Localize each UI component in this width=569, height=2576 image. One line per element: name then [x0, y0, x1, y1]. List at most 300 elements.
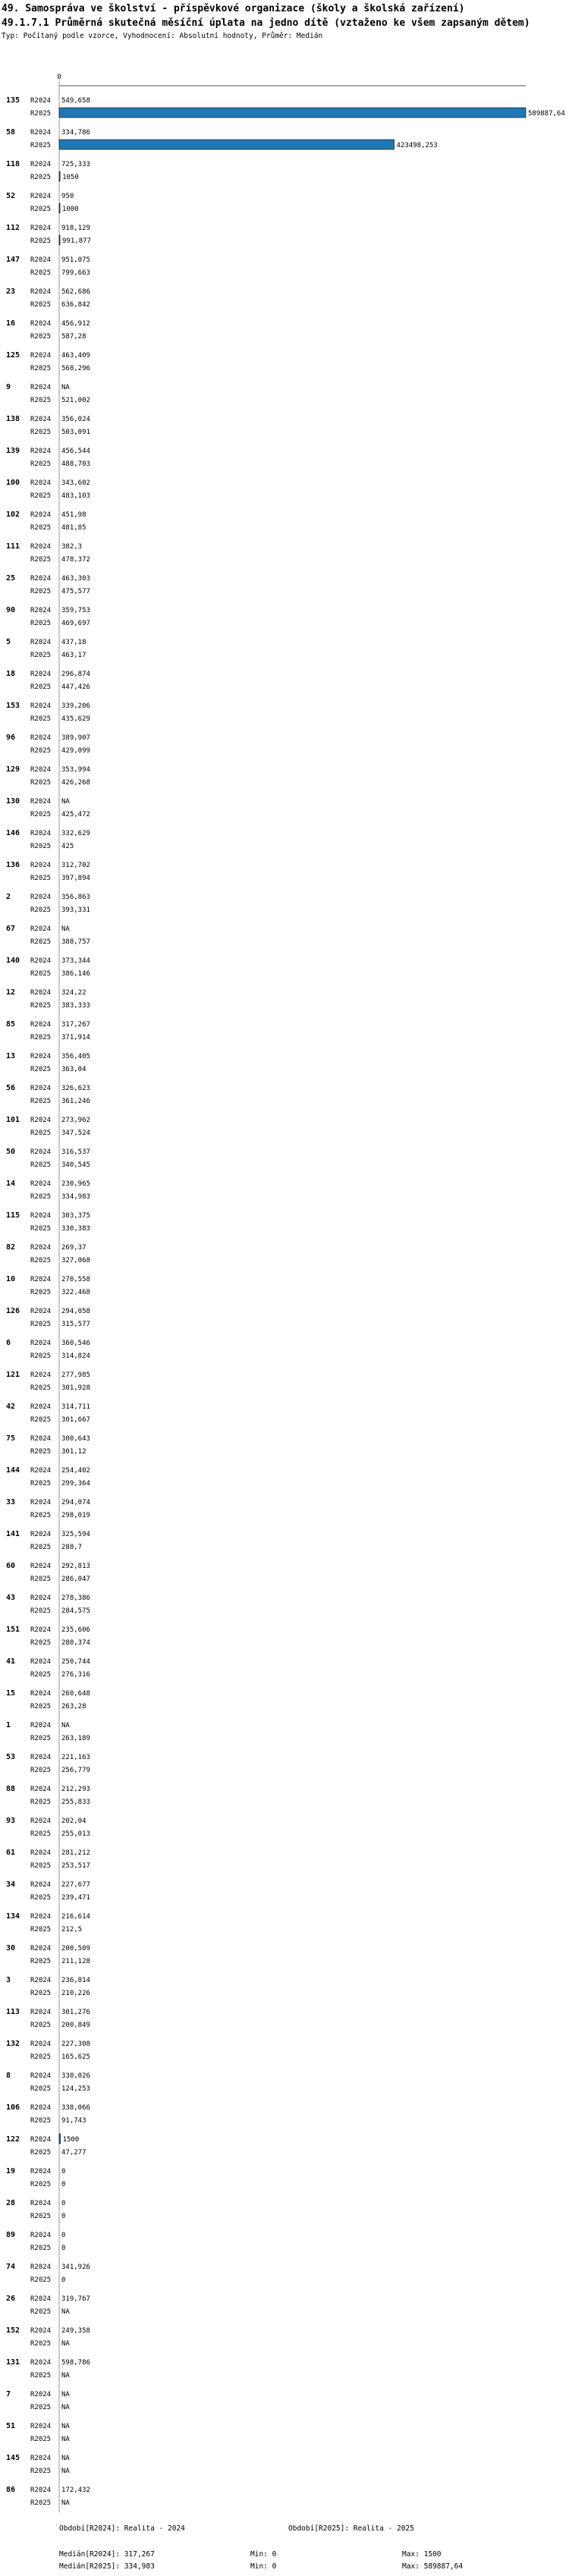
- value-label: 725,333: [61, 161, 90, 168]
- series-label: R2025: [30, 1448, 52, 1456]
- group-label: 9: [6, 383, 11, 391]
- series-label: R2024: [30, 1244, 52, 1252]
- value-label: 273,962: [61, 1117, 90, 1124]
- series-label: R2025: [30, 1958, 52, 1965]
- value-label: 918,129: [61, 225, 90, 232]
- group-label: 33: [6, 1498, 16, 1506]
- value-label: 456,912: [61, 320, 90, 328]
- series-label: R2025: [30, 1321, 52, 1328]
- value-label: 301,667: [61, 1416, 90, 1424]
- series-label: R2025: [30, 1129, 52, 1137]
- series-label: R2024: [30, 2423, 52, 2430]
- series-label: R2025: [30, 1161, 52, 1169]
- series-label: R2024: [30, 2486, 52, 2494]
- value-label: 316,537: [61, 1148, 90, 1156]
- value-label: 386,146: [61, 970, 90, 978]
- value-label: 429,099: [61, 747, 90, 755]
- series-label: R2025: [30, 747, 52, 755]
- value-label: 334,786: [61, 129, 90, 137]
- value-label: 270,558: [61, 1276, 90, 1283]
- value-label: 389,907: [61, 734, 90, 742]
- series-label: R2025: [30, 269, 52, 277]
- series-label: R2025: [30, 2340, 52, 2348]
- value-label: 360,546: [61, 1340, 90, 1347]
- group-label: 2: [6, 893, 11, 901]
- group-label: 132: [6, 2040, 20, 2048]
- series-label: R2024: [30, 1085, 52, 1092]
- group-label: 41: [6, 1657, 16, 1666]
- value-label: 286,047: [61, 1575, 90, 1583]
- bar: [59, 203, 60, 213]
- series-label: R2025: [30, 1416, 52, 1424]
- value-label: 317,267: [61, 1021, 90, 1029]
- value-label: 300,643: [61, 1435, 90, 1443]
- series-label: R2024: [30, 2104, 52, 2112]
- series-label: R2025: [30, 1767, 52, 1774]
- value-label: 469,697: [61, 620, 90, 627]
- group-label: 26: [6, 2295, 16, 2303]
- series-label: R2024: [30, 1467, 52, 1475]
- group-label: 34: [6, 1880, 16, 1889]
- value-label: 423498,253: [396, 142, 438, 149]
- value-label: 324,22: [61, 989, 86, 997]
- series-label: R2025: [30, 938, 52, 946]
- series-label: R2024: [30, 894, 52, 901]
- series-label: R2024: [30, 1371, 52, 1379]
- group-label: 13: [6, 1052, 16, 1060]
- group-label: 147: [6, 256, 20, 264]
- value-label: 288,7: [61, 1544, 83, 1551]
- series-label: R2025: [30, 1990, 52, 1997]
- series-label: R2024: [30, 352, 52, 360]
- value-label: 236,814: [61, 1977, 90, 1984]
- value-label: 280,374: [61, 1639, 90, 1647]
- value-label: 330,383: [61, 1225, 90, 1233]
- group-label: 10: [6, 1275, 16, 1283]
- series-label: R2025: [30, 1926, 52, 1934]
- group-label: 25: [6, 574, 16, 583]
- bar: [59, 171, 60, 181]
- series-label: R2025: [30, 397, 52, 404]
- group-label: 7: [6, 2390, 11, 2399]
- value-label: 475,577: [61, 588, 90, 595]
- value-label: NA: [61, 2499, 70, 2507]
- value-label: 281,212: [61, 1849, 90, 1857]
- group-label: 118: [6, 160, 20, 168]
- group-label: 152: [6, 2326, 20, 2335]
- series-label: R2025: [30, 906, 52, 914]
- series-label: R2025: [30, 1703, 52, 1711]
- value-label: 456,544: [61, 448, 90, 455]
- group-label: 61: [6, 1849, 16, 1857]
- value-label: 314,824: [61, 1352, 90, 1360]
- group-label: 52: [6, 192, 16, 200]
- value-label: 359,753: [61, 607, 90, 614]
- value-label: 568,296: [61, 365, 90, 372]
- value-label: 292,813: [61, 1563, 90, 1570]
- value-label: NA: [61, 2340, 70, 2348]
- series-label: R2024: [30, 2040, 52, 2048]
- value-label: 951,075: [61, 256, 90, 264]
- value-label: 463,409: [61, 352, 90, 360]
- value-label: 1050: [62, 174, 79, 181]
- series-label: R2025: [30, 843, 52, 850]
- series-label: R2025: [30, 1257, 52, 1264]
- series-label: R2024: [30, 479, 52, 487]
- value-label: 341,926: [61, 2263, 90, 2271]
- value-label: 256,779: [61, 1767, 90, 1774]
- series-label: R2025: [30, 2468, 52, 2475]
- value-label: 263,28: [61, 1703, 86, 1711]
- group-label: 130: [6, 797, 20, 806]
- series-label: R2024: [30, 1754, 52, 1761]
- series-label: R2024: [30, 830, 52, 837]
- group-label: 129: [6, 765, 20, 774]
- bar: [59, 2134, 61, 2144]
- value-label: 373,344: [61, 957, 90, 965]
- group-label: 96: [6, 734, 16, 742]
- group-label: 74: [6, 2263, 16, 2271]
- series-label: R2024: [30, 1563, 52, 1570]
- value-label: 253,517: [61, 1862, 90, 1870]
- group-label: 139: [6, 447, 20, 455]
- value-label: 210,226: [61, 1990, 90, 1997]
- group-label: 85: [6, 1020, 16, 1029]
- group-label: 125: [6, 351, 20, 360]
- series-label: R2024: [30, 2168, 52, 2175]
- value-label: 0: [61, 2245, 66, 2252]
- group-label: 102: [6, 510, 20, 519]
- series-label: R2025: [30, 2308, 52, 2316]
- series-label: R2025: [30, 1002, 52, 1010]
- series-label: R2025: [30, 811, 52, 818]
- value-label: 284,575: [61, 1607, 90, 1615]
- min-r2024: Min: 0: [250, 2550, 277, 2559]
- value-label: 481,85: [61, 524, 86, 532]
- group-label: 101: [6, 1116, 20, 1124]
- series-label: R2025: [30, 2085, 52, 2093]
- series-label: R2024: [30, 639, 52, 646]
- value-label: 221,163: [61, 1754, 90, 1761]
- value-label: NA: [61, 2391, 70, 2399]
- value-label: 332,629: [61, 830, 90, 837]
- group-label: 28: [6, 2199, 16, 2207]
- group-label: 115: [6, 1211, 20, 1220]
- series-label: R2024: [30, 448, 52, 455]
- series-label: R2024: [30, 2327, 52, 2335]
- value-label: 227,677: [61, 1881, 90, 1889]
- series-label: R2024: [30, 1786, 52, 1793]
- series-label: R2024: [30, 129, 52, 137]
- value-label: 356,405: [61, 1053, 90, 1060]
- value-label: 255,833: [61, 1798, 90, 1806]
- value-label: 330,026: [61, 2072, 90, 2080]
- series-label: R2025: [30, 1098, 52, 1105]
- series-label: R2025: [30, 875, 52, 882]
- series-label: R2024: [30, 2136, 52, 2144]
- value-label: 340,545: [61, 1161, 90, 1169]
- value-label: 294,074: [61, 1499, 90, 1506]
- axis-tick-label: 0: [57, 74, 61, 81]
- group-label: 140: [6, 957, 20, 965]
- value-label: 325,594: [61, 1531, 90, 1538]
- group-label: 100: [6, 479, 20, 487]
- chart-title-line-2: 49.1.7.1 Průměrná skutečná měsíční úplata na jedno dítě (vztaženo ke všem zapsaným dětem): [2, 17, 530, 29]
- series-label: R2024: [30, 2391, 52, 2399]
- value-label: NA: [61, 384, 70, 391]
- value-label: 356,863: [61, 894, 90, 901]
- group-label: 134: [6, 1912, 20, 1921]
- series-label: R2024: [30, 989, 52, 997]
- value-label: 91,743: [61, 2117, 86, 2125]
- value-label: NA: [61, 1722, 70, 1729]
- value-label: 172,432: [61, 2486, 90, 2494]
- group-label: 23: [6, 287, 16, 296]
- median-r2025: Medián[R2025]: 334,983: [59, 2562, 155, 2571]
- series-label: R2025: [30, 2499, 52, 2507]
- value-label: 278,386: [61, 1594, 90, 1602]
- series-label: R2025: [30, 715, 52, 723]
- group-label: 15: [6, 1689, 16, 1698]
- group-label: 58: [6, 128, 16, 137]
- series-label: R2024: [30, 1817, 52, 1825]
- value-label: 562,686: [61, 288, 90, 296]
- value-label: 0: [61, 2181, 66, 2188]
- group-label: 1: [6, 1721, 11, 1729]
- series-label: R2024: [30, 2009, 52, 2016]
- series-label: R2025: [30, 1480, 52, 1487]
- group-label: 93: [6, 1817, 16, 1825]
- group-label: 90: [6, 606, 16, 614]
- series-label: R2025: [30, 970, 52, 978]
- group-label: 135: [6, 96, 20, 105]
- series-label: R2025: [30, 2149, 52, 2157]
- series-label: R2025: [30, 2213, 52, 2220]
- value-label: 303,375: [61, 1212, 90, 1220]
- value-label: 239,471: [61, 1894, 90, 1902]
- series-label: R2024: [30, 1276, 52, 1283]
- value-label: 343,602: [61, 479, 90, 487]
- value-label: 230,965: [61, 1180, 90, 1188]
- value-label: 0: [61, 2168, 66, 2175]
- series-label: R2024: [30, 225, 52, 232]
- value-label: NA: [61, 2468, 70, 2475]
- series-label: R2025: [30, 1894, 52, 1902]
- series-label: R2024: [30, 416, 52, 423]
- group-label: 43: [6, 1594, 16, 1602]
- value-label: 235,606: [61, 1626, 90, 1634]
- series-label: R2024: [30, 2359, 52, 2367]
- value-label: 200,849: [61, 2022, 90, 2029]
- value-label: 463,303: [61, 575, 90, 583]
- group-label: 51: [6, 2422, 16, 2430]
- value-label: 255,013: [61, 1830, 90, 1838]
- value-label: 249,358: [61, 2327, 90, 2335]
- value-label: 322,468: [61, 1289, 90, 1296]
- series-label: R2024: [30, 1180, 52, 1188]
- series-label: R2024: [30, 862, 52, 869]
- value-label: NA: [61, 798, 70, 806]
- value-label: 388,757: [61, 938, 90, 946]
- series-label: R2025: [30, 1066, 52, 1073]
- group-label: 30: [6, 1944, 16, 1952]
- value-label: NA: [61, 2308, 70, 2316]
- value-label: 991,877: [62, 237, 91, 245]
- value-label: 227,308: [61, 2040, 90, 2048]
- group-label: 112: [6, 224, 20, 232]
- group-label: 86: [6, 2486, 16, 2494]
- value-label: 361,246: [61, 1098, 90, 1105]
- value-label: 165,625: [61, 2053, 90, 2061]
- group-label: 60: [6, 1562, 16, 1570]
- series-label: R2024: [30, 734, 52, 742]
- series-label: R2024: [30, 1308, 52, 1315]
- series-label: R2025: [30, 1862, 52, 1870]
- value-label: 212,293: [61, 1786, 90, 1793]
- value-label: 437,18: [61, 639, 86, 646]
- series-label: R2025: [30, 2022, 52, 2029]
- value-label: 451,98: [61, 511, 86, 519]
- series-label: R2025: [30, 1289, 52, 1296]
- series-label: R2025: [30, 620, 52, 627]
- value-label: 338,066: [61, 2104, 90, 2112]
- series-label: R2024: [30, 2072, 52, 2080]
- value-label: NA: [61, 2423, 70, 2430]
- series-label: R2025: [30, 1193, 52, 1201]
- value-label: 347,524: [61, 1129, 90, 1137]
- value-label: 587,28: [61, 333, 86, 341]
- series-label: R2025: [30, 2404, 52, 2411]
- value-label: 200,509: [61, 1945, 90, 1952]
- series-label: R2024: [30, 766, 52, 774]
- series-label: R2025: [30, 652, 52, 659]
- series-label: R2024: [30, 2295, 52, 2303]
- value-label: 353,994: [61, 766, 90, 774]
- series-label: R2025: [30, 2053, 52, 2061]
- value-label: 334,983: [61, 1193, 90, 1201]
- value-label: 327,068: [61, 1257, 90, 1264]
- series-label: R2024: [30, 2455, 52, 2462]
- value-label: 463,17: [61, 652, 86, 659]
- group-label: 126: [6, 1307, 20, 1315]
- series-label: R2025: [30, 1607, 52, 1615]
- value-label: 549,658: [61, 97, 90, 105]
- value-label: 521,002: [61, 397, 90, 404]
- series-label: R2024: [30, 1021, 52, 1029]
- series-label: R2024: [30, 607, 52, 614]
- series-label: R2025: [30, 492, 52, 500]
- series-label: R2025: [30, 1034, 52, 1041]
- series-label: R2025: [30, 174, 52, 181]
- value-label: 211,128: [61, 1958, 90, 1965]
- value-label: 301,276: [61, 2009, 90, 2016]
- series-label: R2024: [30, 1053, 52, 1060]
- value-label: 0: [61, 2200, 66, 2207]
- series-label: R2024: [30, 1881, 52, 1889]
- value-label: 356,024: [61, 416, 90, 423]
- value-label: 363,04: [61, 1066, 86, 1073]
- series-label: R2025: [30, 142, 52, 149]
- series-label: R2025: [30, 237, 52, 245]
- series-label: R2024: [30, 320, 52, 328]
- series-label: R2025: [30, 1671, 52, 1679]
- series-label: R2024: [30, 2200, 52, 2207]
- value-label: 0: [61, 2276, 66, 2284]
- value-label: 589887,64: [528, 110, 565, 118]
- series-label: R2024: [30, 256, 52, 264]
- series-label: R2025: [30, 1830, 52, 1838]
- series-label: R2024: [30, 1117, 52, 1124]
- value-label: 315,577: [61, 1321, 90, 1328]
- group-label: 146: [6, 829, 20, 837]
- value-label: 326,623: [61, 1085, 90, 1092]
- value-label: 312,702: [61, 862, 90, 869]
- value-label: NA: [61, 2372, 70, 2380]
- series-label: R2025: [30, 2372, 52, 2380]
- group-label: 8: [6, 2072, 11, 2080]
- group-label: 82: [6, 1243, 16, 1252]
- value-label: 124,253: [61, 2085, 90, 2093]
- group-label: 151: [6, 1626, 20, 1634]
- value-label: 0: [61, 2213, 66, 2220]
- value-label: NA: [61, 2436, 70, 2443]
- value-label: 435,629: [61, 715, 90, 723]
- chart-subtitle: Typ: Počítaný podle vzorce, Vyhodnocení: Absolutní hodnoty, Průměr: Medián: [2, 32, 323, 40]
- value-label: 202,04: [61, 1817, 86, 1825]
- series-label: R2025: [30, 110, 52, 118]
- legend-period-r2024: Období[R2024]: Realita - 2024: [59, 2524, 185, 2533]
- series-label: R2024: [30, 1913, 52, 1921]
- group-label: 122: [6, 2135, 20, 2144]
- value-label: NA: [61, 2455, 70, 2462]
- series-label: R2024: [30, 1849, 52, 1857]
- group-label: 111: [6, 542, 20, 551]
- series-label: R2024: [30, 671, 52, 678]
- chart-footer: [0, 2518, 569, 2576]
- value-label: 393,331: [61, 906, 90, 914]
- group-label: 113: [6, 2008, 20, 2016]
- value-label: 483,103: [61, 492, 90, 500]
- series-label: R2025: [30, 1639, 52, 1647]
- series-label: R2024: [30, 511, 52, 519]
- series-label: R2024: [30, 1690, 52, 1698]
- group-label: 131: [6, 2358, 20, 2367]
- value-label: 250,744: [61, 1658, 90, 1666]
- series-label: R2024: [30, 702, 52, 710]
- group-label: 138: [6, 415, 20, 423]
- value-label: 296,874: [61, 671, 90, 678]
- series-label: R2024: [30, 1658, 52, 1666]
- value-label: 0: [61, 2232, 66, 2239]
- value-label: 319,767: [61, 2295, 90, 2303]
- value-label: 269,37: [61, 1244, 86, 1252]
- series-label: R2024: [30, 1499, 52, 1506]
- bar: [59, 108, 526, 118]
- value-label: 488,703: [61, 460, 90, 468]
- series-label: R2025: [30, 301, 52, 309]
- value-label: 478,372: [61, 556, 90, 564]
- group-label: 145: [6, 2454, 20, 2462]
- value-label: 426,268: [61, 779, 90, 787]
- value-label: 276,316: [61, 1671, 90, 1679]
- series-label: R2024: [30, 1594, 52, 1602]
- value-label: 260,648: [61, 1690, 90, 1698]
- value-label: 47,277: [61, 2149, 86, 2157]
- series-label: R2024: [30, 2263, 52, 2271]
- series-label: R2025: [30, 588, 52, 595]
- value-label: 598,786: [61, 2359, 90, 2367]
- series-label: R2024: [30, 798, 52, 806]
